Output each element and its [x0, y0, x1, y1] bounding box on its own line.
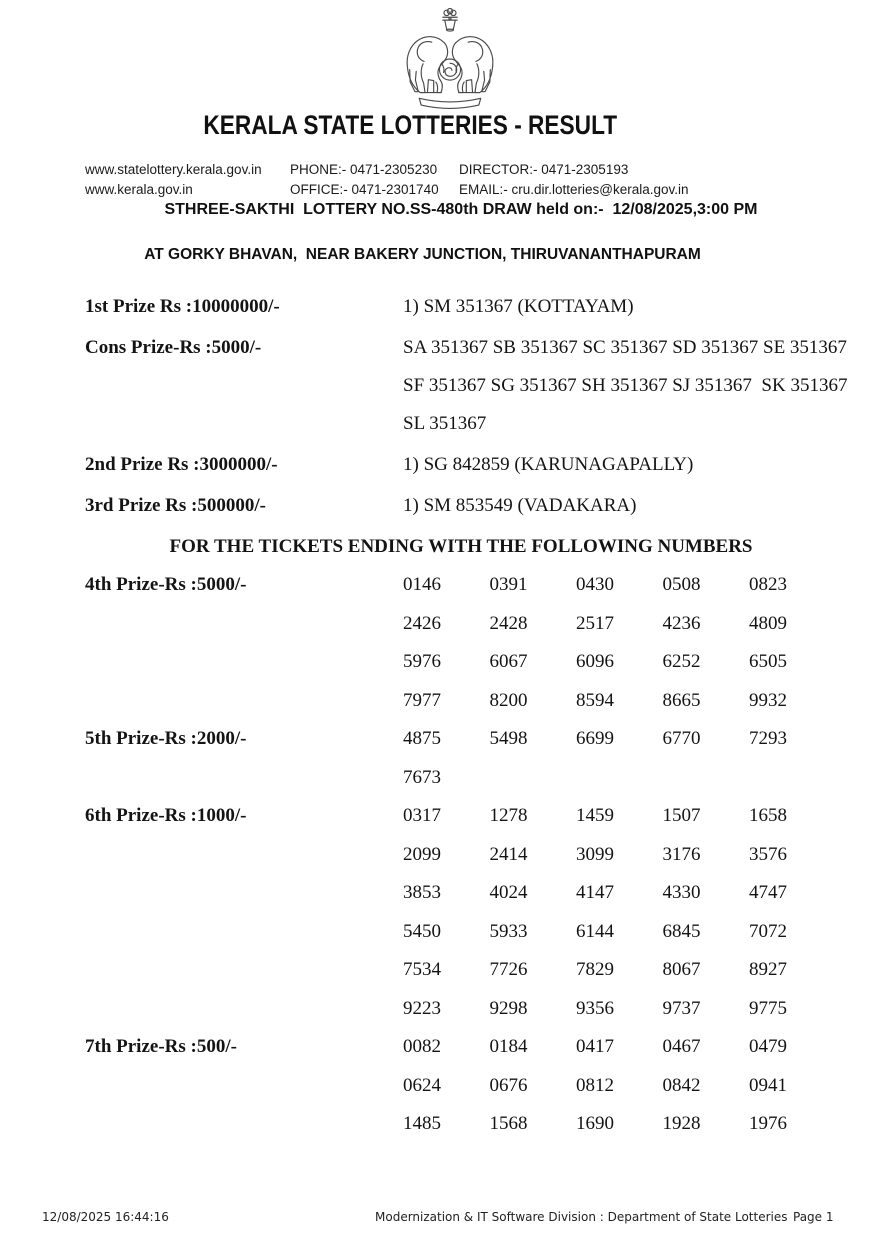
ticket-number: 0624	[403, 1074, 441, 1096]
ticket-number: 0812	[576, 1074, 614, 1096]
prize-values	[403, 487, 837, 525]
ticket-number: 1485	[403, 1113, 441, 1134]
winning-ticket: 1) SM 853549 (VADAKARA)	[403, 495, 637, 516]
prize-label: 7th Prize-Rs :500/-	[85, 1036, 237, 1057]
ending-prize-group	[85, 566, 837, 720]
ending-prize-group	[85, 797, 837, 1028]
ticket-number-grid	[403, 720, 837, 797]
website-kerala: www.kerala.gov.in	[85, 182, 193, 197]
ticket-number: 5933	[489, 920, 528, 942]
ticket-number: 4747	[749, 882, 787, 903]
ticket-number: 7673	[403, 766, 441, 788]
ticket-number: 9737	[662, 997, 701, 1019]
ticket-number-grid	[403, 566, 837, 720]
ticket-number: 3576	[749, 843, 787, 865]
ticket-number-row	[403, 990, 837, 1029]
ticket-number: 0391	[489, 574, 528, 595]
ticket-number: 5976	[403, 651, 441, 672]
ending-prizes-section	[85, 566, 837, 1144]
ticket-number-grid	[403, 1028, 837, 1144]
ticket-number: 6699	[576, 728, 614, 749]
ticket-number: 4236	[662, 612, 701, 634]
contact-row-1	[85, 160, 845, 180]
ticket-number-row	[403, 720, 837, 759]
ticket-number: 5450	[403, 920, 441, 942]
ticket-number-row	[403, 759, 837, 798]
email-address: EMAIL:- cru.dir.lotteries@kerala.gov.in	[459, 182, 689, 197]
ticket-number: 0823	[749, 574, 787, 595]
ticket-number-row	[403, 643, 837, 682]
ticket-number-row	[403, 566, 837, 605]
ticket-number-row	[403, 836, 837, 875]
ticket-number-row	[403, 951, 837, 990]
ticket-number: 0467	[662, 1036, 701, 1057]
winning-ticket: 1) SM 351367 (KOTTAYAM)	[403, 296, 634, 317]
ticket-number: 7534	[403, 959, 441, 980]
ticket-number: 1568	[489, 1113, 528, 1134]
ticket-number: 9298	[489, 997, 528, 1019]
ticket-number: 6770	[662, 728, 701, 749]
footer-timestamp: 12/08/2025 16:44:16	[42, 1210, 169, 1224]
ticket-number: 4875	[403, 728, 441, 749]
ticket-number: 9775	[749, 997, 787, 1019]
prize-row	[85, 288, 837, 326]
ticket-number: 0842	[662, 1074, 701, 1096]
prize-values	[403, 329, 847, 443]
ticket-number: 0479	[749, 1036, 787, 1057]
ticket-number: 1459	[576, 805, 614, 826]
footer-page-number: Page 1	[793, 1210, 834, 1224]
winning-ticket: SF 351367 SG 351367 SH 351367 SJ 351367 SK 351367	[403, 375, 848, 396]
ticket-number: 4809	[749, 612, 787, 634]
ticket-number-row	[403, 605, 837, 644]
director-number: DIRECTOR:- 0471-2305193	[459, 162, 629, 177]
winning-ticket: SL 351367	[403, 413, 487, 434]
ticket-number: 8594	[576, 689, 614, 711]
prize-results-area	[85, 288, 848, 1144]
ticket-number: 0146	[403, 574, 441, 595]
prize-label: 1st Prize Rs :10000000/-	[85, 296, 280, 317]
ticket-number-row	[403, 682, 837, 721]
ticket-number: 8200	[489, 689, 528, 711]
ending-prize-group	[85, 1028, 837, 1144]
ticket-number: 0082	[403, 1036, 441, 1057]
ticket-number: 3176	[662, 843, 701, 865]
prize-values	[403, 446, 837, 484]
ticket-number-grid	[403, 797, 837, 1028]
page-title-text: KERALA STATE LOTTERIES - RESULT	[203, 110, 617, 140]
ticket-number: 6505	[749, 651, 787, 672]
ticket-number: 1507	[662, 805, 701, 826]
ticket-number: 6252	[662, 651, 701, 672]
ticket-number: 2099	[403, 843, 441, 865]
office-number: OFFICE:- 0471-2301740	[290, 182, 439, 197]
ticket-number: 4330	[662, 882, 701, 903]
ticket-number: 7072	[749, 920, 787, 942]
ticket-number-row	[403, 797, 837, 836]
prize-row	[85, 487, 837, 525]
ending-numbers-heading: FOR THE TICKETS ENDING WITH THE FOLLOWING NUMBERS	[169, 536, 753, 557]
winning-ticket: 1) SG 842859 (KARUNAGAPALLY)	[403, 454, 694, 475]
prize-label: 6th Prize-Rs :1000/-	[85, 805, 247, 826]
prize-label: Cons Prize-Rs :5000/-	[85, 337, 262, 358]
ticket-number: 0317	[403, 805, 441, 826]
contact-row-2	[85, 180, 845, 200]
ticket-number: 9223	[403, 997, 441, 1019]
ticket-number: 7726	[489, 959, 528, 980]
ticket-number: 0430	[576, 574, 614, 595]
ticket-number: 7829	[576, 959, 614, 980]
ticket-number-row	[403, 1105, 837, 1144]
winning-ticket: SA 351367 SB 351367 SC 351367 SD 351367 SE 351367	[403, 337, 847, 358]
ticket-number: 2414	[489, 843, 528, 865]
prize-label: 4th Prize-Rs :5000/-	[85, 574, 247, 595]
ticket-number-row	[403, 1067, 837, 1106]
ticket-number: 5498	[489, 728, 528, 749]
page-footer	[0, 1210, 880, 1232]
ticket-number: 8665	[662, 689, 701, 711]
ticket-number: 0184	[489, 1036, 528, 1057]
ticket-number: 4024	[489, 882, 528, 903]
ticket-number: 0508	[662, 574, 701, 595]
ending-prize-group	[85, 720, 837, 797]
prize-label: 5th Prize-Rs :2000/-	[85, 728, 247, 749]
prize-values	[403, 288, 837, 326]
ticket-number: 1928	[662, 1113, 701, 1134]
website-statelottery: www.statelottery.kerala.gov.in	[85, 162, 262, 177]
prize-row	[85, 446, 837, 484]
ticket-number: 6096	[576, 651, 614, 672]
ticket-number: 6067	[489, 651, 528, 672]
ticket-number: 3853	[403, 882, 441, 903]
ticket-number-row	[403, 913, 837, 952]
ticket-number: 7293	[749, 728, 787, 749]
ticket-number-row	[403, 1028, 837, 1067]
banner-ribbon	[419, 98, 480, 108]
ticket-number: 1976	[749, 1113, 787, 1134]
page-title	[0, 110, 820, 141]
kerala-govt-emblem-icon	[402, 6, 498, 112]
prize-label: 3rd Prize Rs :500000/-	[85, 495, 266, 516]
prize-label: 2nd Prize Rs :3000000/-	[85, 454, 278, 475]
footer-division-name: Modernization & IT Software Division : Department of State Lotteries	[375, 1210, 788, 1224]
venue-line: AT GORKY BHAVAN, NEAR BAKERY JUNCTION, THIRUVANANTHAPURAM	[144, 246, 701, 263]
ticket-number: 6845	[662, 920, 701, 942]
ticket-number: 9356	[576, 997, 614, 1019]
ticket-number: 1690	[576, 1113, 614, 1134]
contact-info-block	[85, 160, 845, 200]
phone-number: PHONE:- 0471-2305230	[290, 162, 438, 177]
ticket-number: 7977	[403, 689, 441, 711]
ticket-number: 1658	[749, 805, 787, 826]
ticket-number: 2517	[576, 612, 614, 634]
ticket-number: 2426	[403, 612, 441, 634]
ticket-number: 0676	[489, 1074, 528, 1096]
top-prizes-section	[85, 288, 848, 525]
ticket-number: 1278	[489, 805, 528, 826]
ticket-number: 0417	[576, 1036, 614, 1057]
ticket-number: 6144	[576, 920, 614, 942]
ticket-number: 8067	[662, 959, 701, 980]
ashoka-capital-icon	[443, 9, 457, 32]
ticket-number: 2428	[489, 612, 528, 634]
ticket-number: 8927	[749, 959, 787, 980]
ticket-number-row	[403, 874, 837, 913]
draw-info-line: STHREE-SAKTHI LOTTERY NO.SS-480th DRAW held on:- 12/08/2025,3:00 PM	[164, 201, 758, 218]
prize-row	[85, 329, 848, 443]
ticket-number: 0941	[749, 1074, 787, 1096]
ticket-number: 4147	[576, 882, 614, 903]
ticket-number: 9932	[749, 689, 787, 711]
elephant-icon	[407, 37, 447, 93]
ticket-number: 3099	[576, 843, 614, 865]
